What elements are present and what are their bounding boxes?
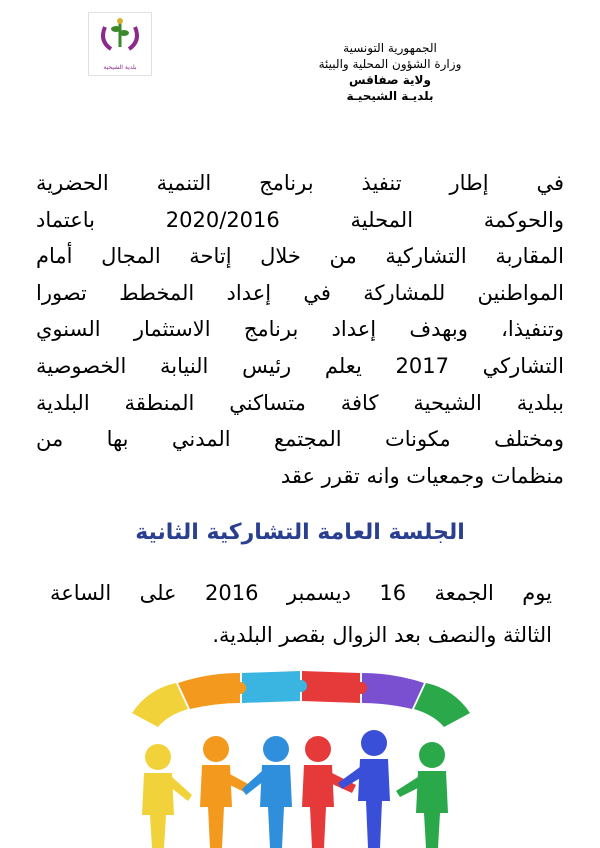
session-title: الجلسة العامة التشاركية الثانية — [135, 520, 465, 545]
announcement-line: منظمات وجمعيات وانه تقرر عقد — [280, 463, 564, 488]
announcement-line: المواطنين للمشاركة في إعداد المخطط تصورا — [36, 280, 564, 305]
letterhead — [280, 40, 500, 104]
municipality-logo — [88, 12, 152, 76]
puzzle-arc — [132, 671, 470, 727]
announcement-line: المقاربة التشاركية من خلال إتاحة المجال أمام — [36, 244, 564, 269]
announcement-line: ببلدية الشيحية كافة متساكني المنطقة البلدية — [36, 390, 564, 415]
letterhead-governorate: ولاية صفاقس — [349, 73, 431, 87]
announcement-line: وتنفيذا، وبهدف إعداد برنامج الاستثمار السنوي — [36, 317, 564, 342]
letterhead-municipality: بلديـة الشيحيـة — [346, 89, 434, 103]
logo-caption: بلدية الشيحية — [103, 64, 137, 71]
letterhead-ministry: وزارة الشؤون المحلية والبيئة — [318, 57, 462, 71]
announcement-line: والحوكمة المحلية 2020/2016 باعتماد — [36, 207, 564, 232]
announcement-line: ومختلف مكونات المجتمع المدني بها من — [36, 427, 564, 452]
date-line: الثالثة والنصف بعد الزوال بقصر البلدية. — [212, 623, 552, 647]
people-group — [142, 730, 448, 848]
announcement-line: التشاركي 2017 يعلم رئيس النيابة الخصوصية — [36, 353, 564, 378]
session-date — [50, 572, 552, 656]
date-line: يوم الجمعة 16 ديسمبر 2016 على الساعة — [50, 581, 552, 605]
municipality-logo-icon — [89, 13, 151, 63]
letterhead-country: الجمهورية التونسية — [343, 41, 437, 55]
teamwork-puzzle-icon — [128, 665, 473, 848]
announcement-line: في إطار تنفيذ برنامج التنمية الحضرية — [36, 171, 564, 195]
announcement-text — [36, 165, 564, 494]
